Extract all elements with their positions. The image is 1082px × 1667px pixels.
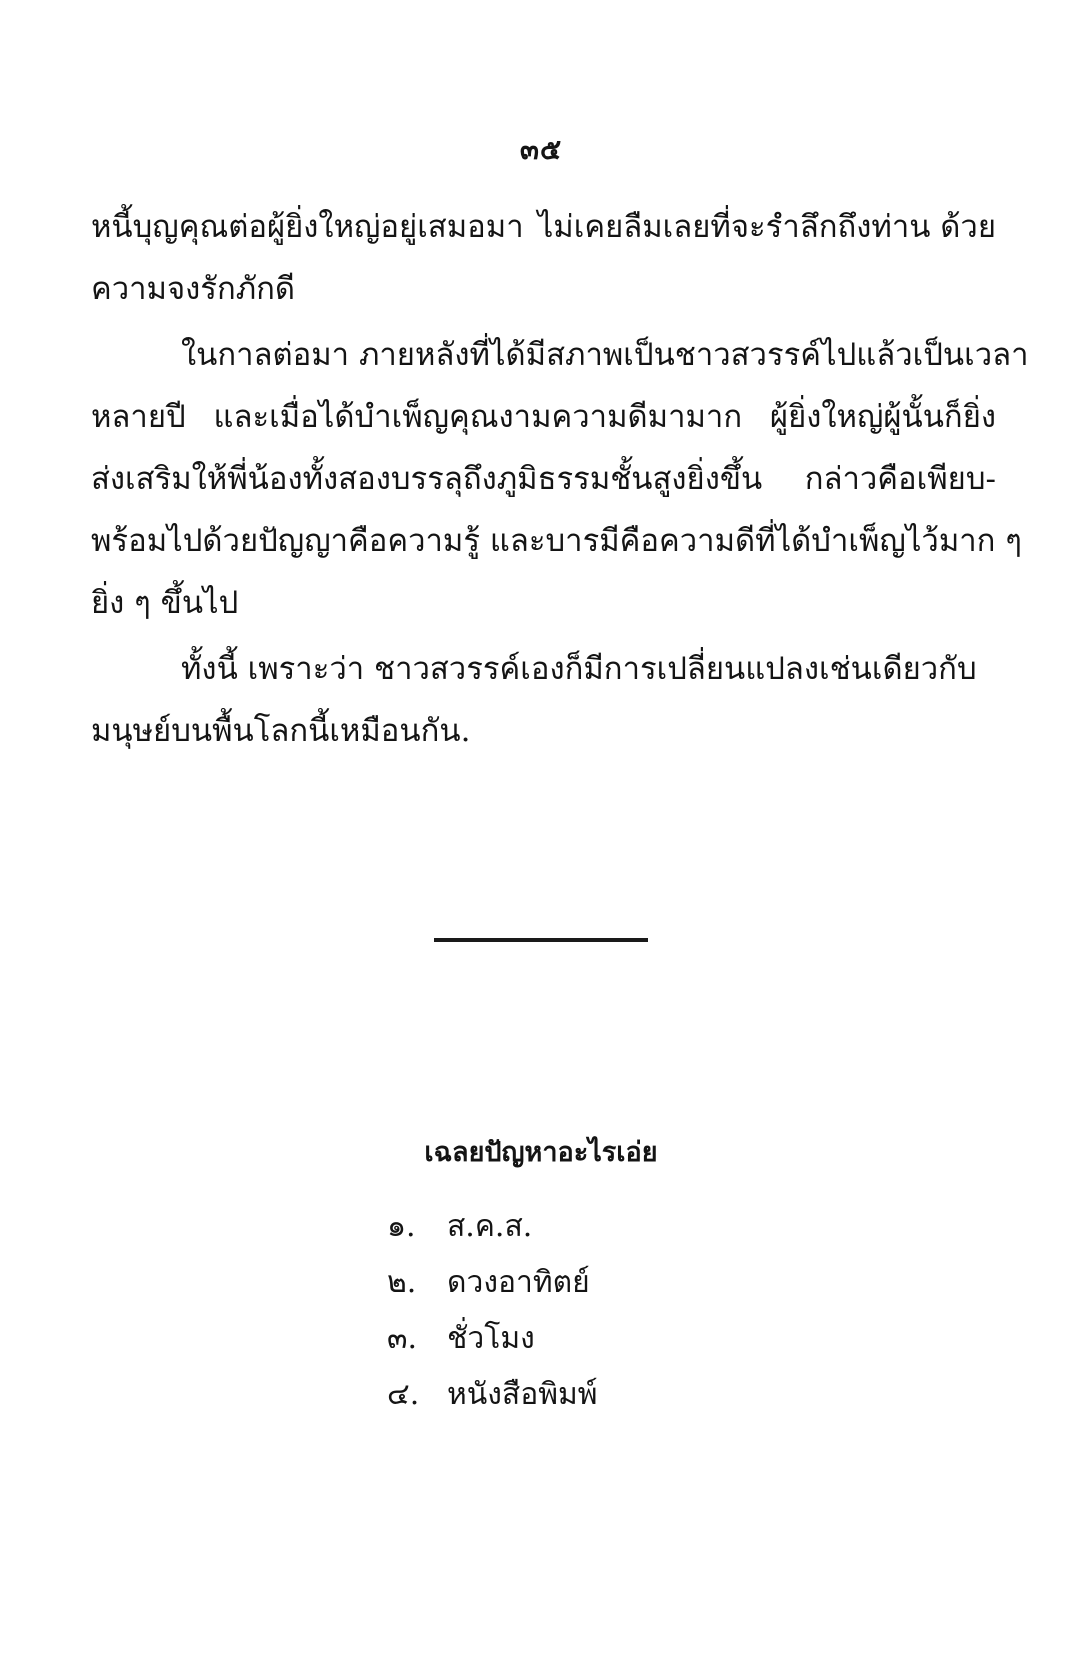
answer-item <box>387 1198 787 1254</box>
answer-text: ดวงอาทิตย์ <box>447 1264 590 1300</box>
page-number: ๓๕ <box>519 133 563 166</box>
answer-item <box>387 1366 787 1422</box>
paragraph-2-line-3 <box>91 448 996 510</box>
answer-number: ๑. <box>387 1208 416 1244</box>
answer-item <box>387 1254 787 1310</box>
answer-text: ชั่วโมง <box>447 1320 535 1356</box>
paragraph-2 <box>91 324 1029 634</box>
paragraph-2-line-2 <box>91 386 996 448</box>
text-segment: หนี้บุญคุณต่อผู้ยิ่งใหญ่อยู่เสมอมา <box>91 209 524 245</box>
paragraph-2-line-1: ในกาลต่อมา ภายหลังที่ได้มีสภาพเป็นชาวสวรรค์ไปแล้วเป็นเวลา <box>181 337 1029 373</box>
paragraph-1-line-1 <box>91 196 996 258</box>
paragraph-3-line-2: มนุษย์บนพื้นโลกนี้เหมือนกัน. <box>91 713 471 749</box>
answers-title: เฉลยปัญหาอะไรเอ่ย <box>424 1137 658 1168</box>
answers-list <box>387 1198 787 1422</box>
paragraph-1 <box>91 196 996 320</box>
text-segment: กล่าวคือเพียบ- <box>804 461 996 497</box>
text-segment: ผู้ยิ่งใหญ่ผู้นั้นก็ยิ่ง <box>769 399 996 435</box>
answer-number: ๓. <box>387 1320 418 1356</box>
paragraph-3-line-1: ทั้งนี้ เพราะว่า ชาวสวรรค์เองก็มีการเปลี่ยนแปลงเช่นเดียวกับ <box>181 651 977 687</box>
text-segment: หลายปี <box>91 399 186 435</box>
answer-item <box>387 1310 787 1366</box>
body-text <box>91 196 1029 762</box>
text-segment: ส่งเสริมให้พี่น้องทั้งสองบรรลุถึงภูมิธรรมชั้นสูงยิ่งขึ้น <box>91 461 763 497</box>
answer-text: ส.ค.ส. <box>447 1208 533 1244</box>
paragraph-2-line-4: พร้อมไปด้วยปัญญาคือความรู้ และบารมีคือความดีที่ได้บำเพ็ญไว้มาก ๆ <box>91 523 1022 559</box>
answer-text: หนังสือพิมพ์ <box>447 1376 598 1412</box>
answer-number: ๒. <box>387 1264 417 1300</box>
paragraph-2-line-5: ยิ่ง ๆ ขึ้นไป <box>91 585 239 621</box>
paragraph-1-line-2: ความจงรักภักดี <box>91 271 296 307</box>
text-segment: ไม่เคยลืมเลยที่จะรำลึกถึงท่าน ด้วย <box>537 209 996 245</box>
text-segment: และเมื่อได้บำเพ็ญคุณงามความดีมามาก <box>213 399 743 435</box>
section-divider <box>434 938 648 942</box>
answer-number: ๔. <box>387 1376 420 1412</box>
paragraph-3 <box>91 638 996 762</box>
